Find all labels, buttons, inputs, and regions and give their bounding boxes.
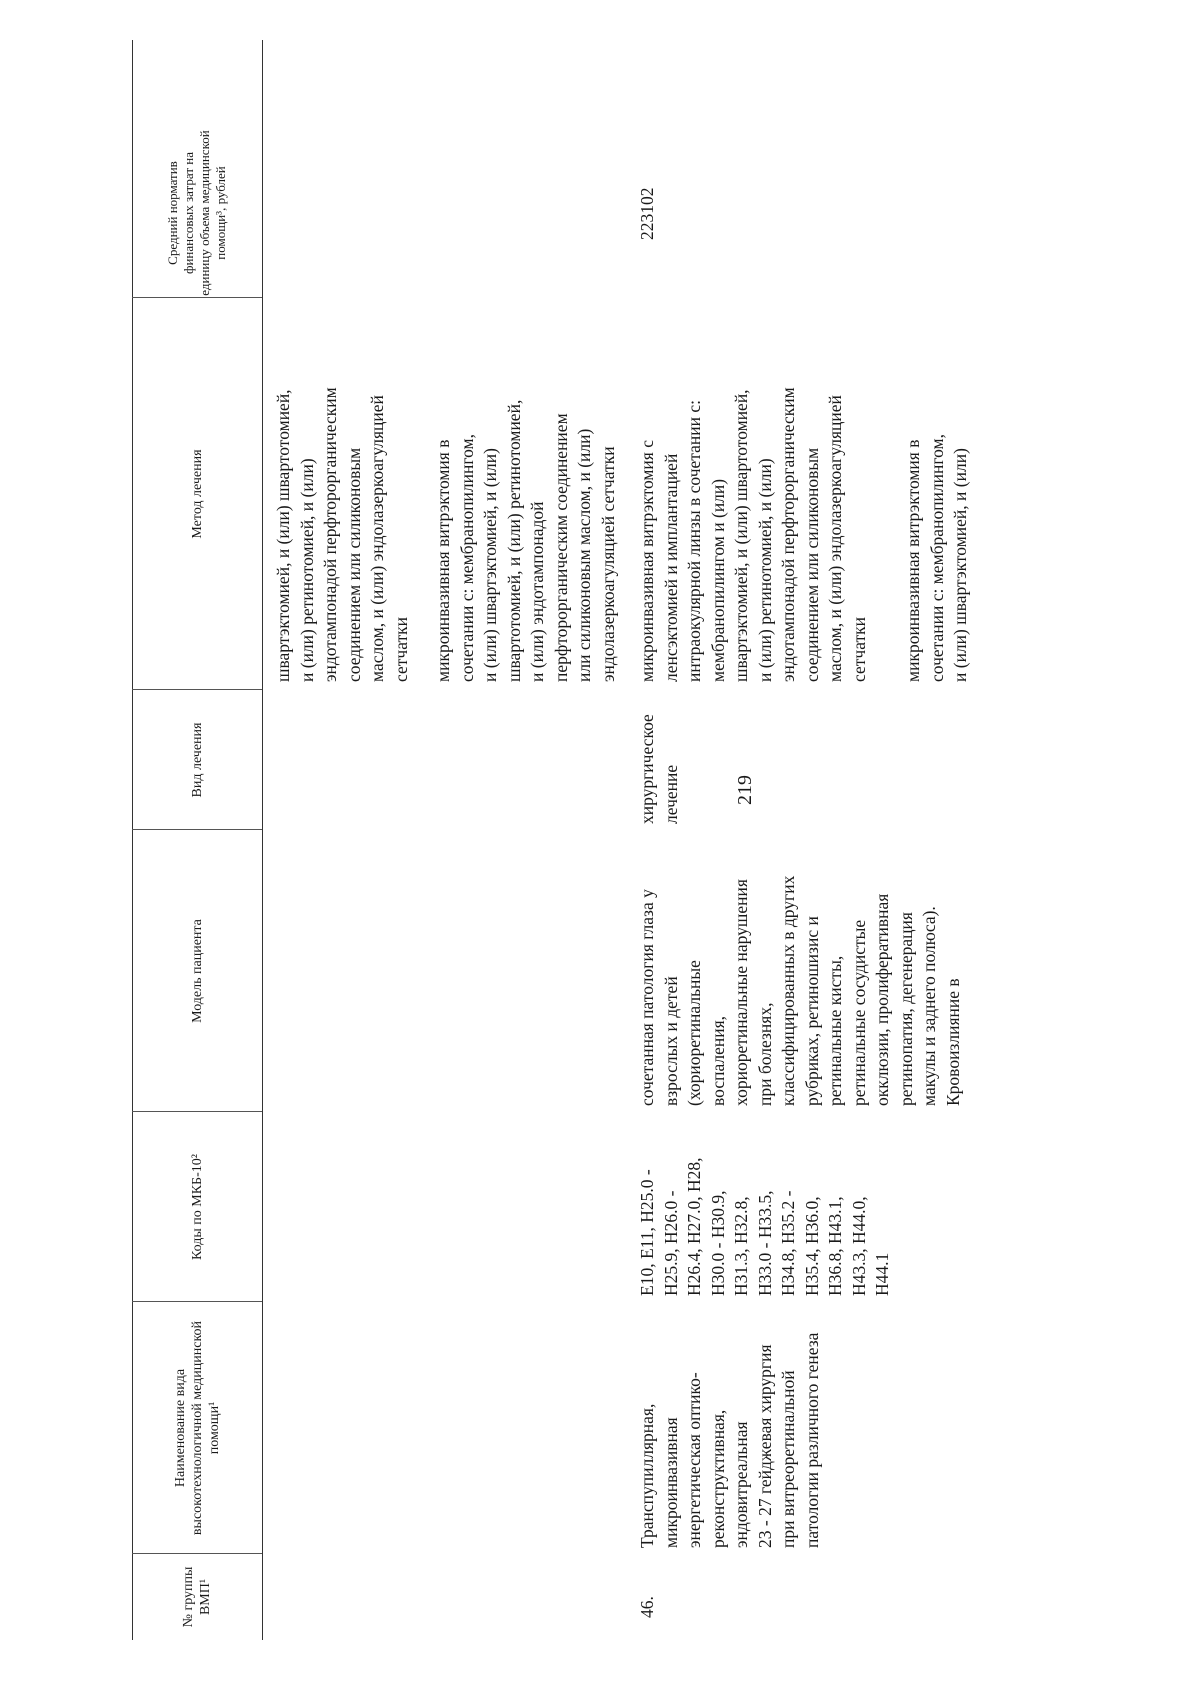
header-vmp-name: Наименование вида высокотехнологичной медицинской помощи¹ — [172, 1320, 222, 1536]
method-continuation-1: швартэктомией, и (или) швартотомией, и (или) ретинотомией, и (или) эндотампонадой перфторорганическим соединением или силиконовым маслом, и (или) эндолазеркоагуляцией сетчатки — [273, 387, 411, 682]
row-group-no: 46. — [637, 1596, 657, 1618]
header-icd-codes: Коды по МКБ-10² — [189, 1154, 205, 1260]
header-bottom-rule — [262, 40, 263, 1640]
page-number: 219 — [734, 775, 756, 805]
header-cost-norm: Средний норматив финансовых затрат на единицу объема медицинской помощи³, рублей — [165, 130, 228, 296]
row-patient-model: сочетанная патология глаза у взрослых и детей (хориоретинальные воспаления, хориоретинальные нарушения при болезнях, классифицированных в других рубриках, ретиношизис и ретинальные кисты, ретинальные сосудистые окклюзии, пролиферативная ретинопатия, дегенерация макулы и заднего полюса). Кровоизлияние в — [637, 875, 963, 1106]
row-icd-codes: E10, E11, H25.0 - H25.9, H26.0 - H26.4, H27.0, H28, H30.0 - H30.9, H31.3, H32.8, H33.0 - H33.5, H34.8, H35.2 - H35.4, H36.0, H36.8, H43.1, H43.3, H44.0, H44.1 — [637, 1157, 892, 1296]
rotated-table — [132, 40, 1052, 1640]
header-patient-model: Модель пациента — [189, 919, 205, 1023]
row-treatment-type: хирургическое лечение — [637, 714, 681, 824]
method-continuation-2: микроинвазивная витрэктомия в сочетании с: мембранопилингом, и (или) швартэктомией, и (или) швартотомией, и (или) ретинотомией, и (или) эндотампонадой перфторорганическим соединением или силиконовым маслом, и (или) эндолазеркоагуляцией сетчатки — [433, 399, 618, 682]
row-cost: 223102 — [637, 187, 657, 240]
row-vmp-name: Транспупиллярная, микроинвазивная энергетическая оптико- реконструктивная, эндовитреальная 23 - 27 гейджевая хирургия при витреоретинальной патологии различного генеза — [637, 1332, 822, 1548]
header-group-no: № группы ВМП¹ — [181, 1566, 213, 1628]
row-method-1: микроинвазивная витрэктомия с ленсэктомией и имплантацией интраокулярной линзы в сочетании с: мембранопилингом и (или) швартэктомией, и (или) швартотомией, и (или) ретинотомией, и (или) эндотампонадой перфторорганическим соединением или силиконовым маслом, и (или) эндолазеркоагуляцией сетчатки — [637, 387, 869, 682]
header-treatment-type: Вид лечения — [189, 722, 205, 798]
row-method-2: микроинвазивная витрэктомия в сочетании с: мембранопилингом, и (или) швартэктомией, и (или) — [903, 434, 970, 682]
header-treatment-method: Метод лечения — [189, 449, 205, 539]
